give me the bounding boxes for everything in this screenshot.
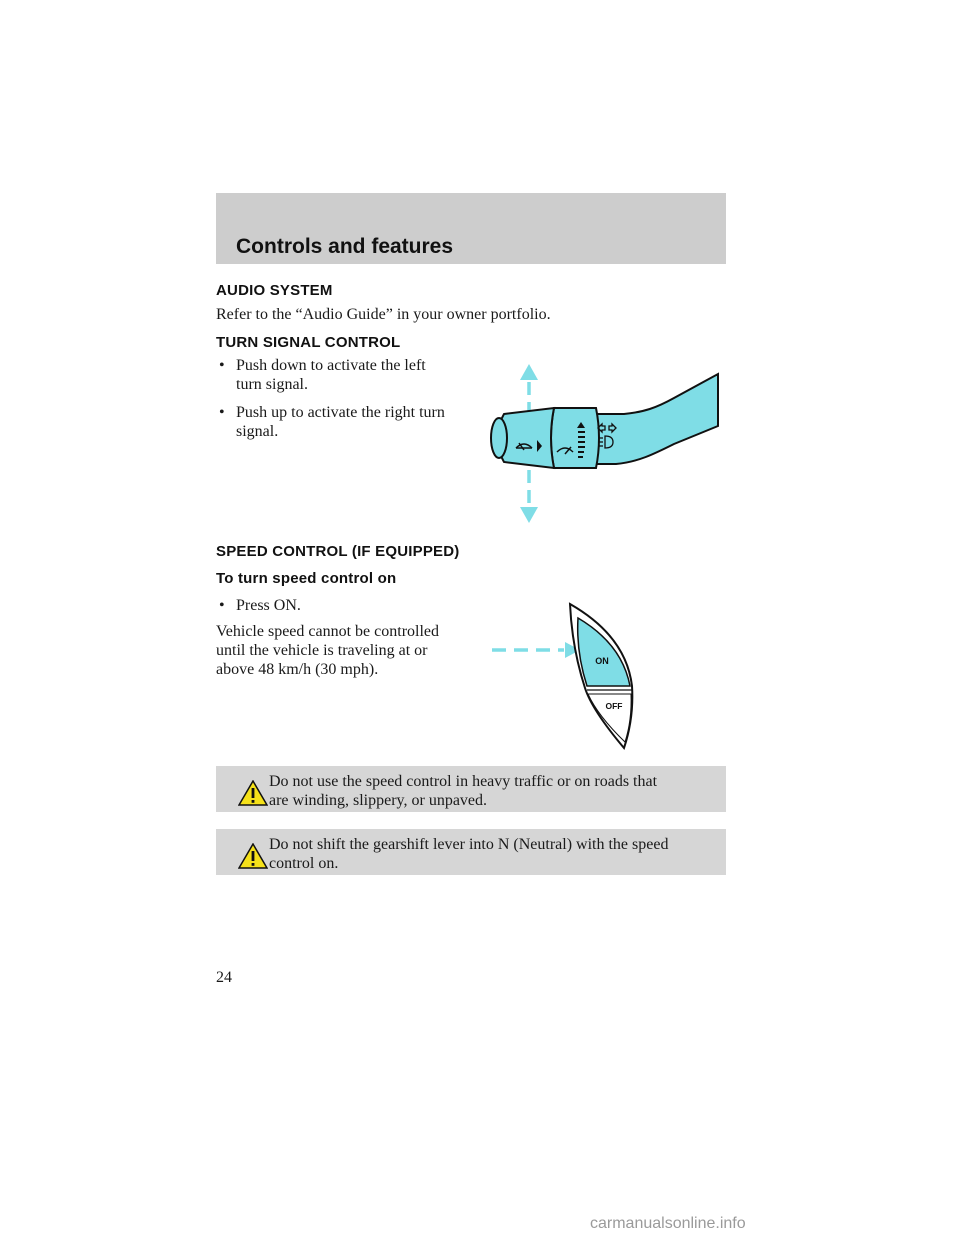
- warning-triangle-icon: [238, 780, 268, 806]
- warning-box: [216, 829, 726, 875]
- list-item-line: signal.: [236, 423, 279, 440]
- list-item-line: Push down to activate the left: [236, 357, 426, 374]
- list-item-line: turn signal.: [236, 376, 308, 393]
- warning-line: Do not use the speed control in heavy traffic or on roads that: [269, 773, 658, 790]
- list-item-line: Push up to activate the right turn: [236, 404, 445, 421]
- section-header-band: [216, 193, 726, 264]
- list-item: [216, 356, 445, 394]
- warning-triangle-icon: [238, 843, 268, 869]
- off-button-label: OFF: [605, 701, 623, 711]
- lever-end-cap: [491, 418, 507, 458]
- section-title: Controls and features: [236, 235, 454, 258]
- lever-shaft: [594, 374, 718, 464]
- turn-signal-heading: TURN SIGNAL CONTROL: [216, 334, 401, 351]
- press-arrow: [492, 642, 580, 658]
- down-arrow: [520, 470, 538, 523]
- bullet-mark: •: [219, 404, 225, 421]
- turn-signal-lever-illustration: [486, 364, 722, 526]
- bullet-mark: •: [219, 357, 225, 374]
- list-item: [216, 596, 301, 615]
- warning-line: control on.: [269, 855, 339, 872]
- audio-system-text: Refer to the “Audio Guide” in your owner portfolio.: [216, 306, 551, 323]
- speed-control-switch-illustration: [488, 600, 648, 752]
- bullet-mark: •: [219, 597, 225, 614]
- speed-control-note: [216, 622, 439, 679]
- watermark-link[interactable]: carmanualsonline.info: [590, 1215, 746, 1232]
- on-button-label: ON: [595, 656, 609, 666]
- warning-box: [216, 766, 726, 812]
- page-number: 24: [216, 969, 232, 986]
- warning-text: [269, 835, 714, 873]
- warning-line: Do not shift the gearshift lever into N (Neutral) with the speed: [269, 836, 669, 853]
- speed-control-subheading: To turn speed control on: [216, 570, 397, 587]
- turn-signal-list: [216, 356, 445, 441]
- warning-line: are winding, slippery, or unpaved.: [269, 792, 488, 809]
- list-item: [216, 403, 445, 441]
- audio-system-heading: AUDIO SYSTEM: [216, 282, 333, 299]
- speed-control-heading: SPEED CONTROL (IF EQUIPPED): [216, 543, 460, 560]
- speed-control-list: [216, 596, 301, 615]
- warning-text: [269, 772, 714, 810]
- note-line: Vehicle speed cannot be controlled: [216, 623, 440, 640]
- list-item-line: Press ON.: [236, 597, 301, 614]
- lever-collar: [551, 408, 599, 468]
- note-line: until the vehicle is traveling at or: [216, 642, 428, 659]
- note-line: above 48 km/h (30 mph).: [216, 661, 379, 678]
